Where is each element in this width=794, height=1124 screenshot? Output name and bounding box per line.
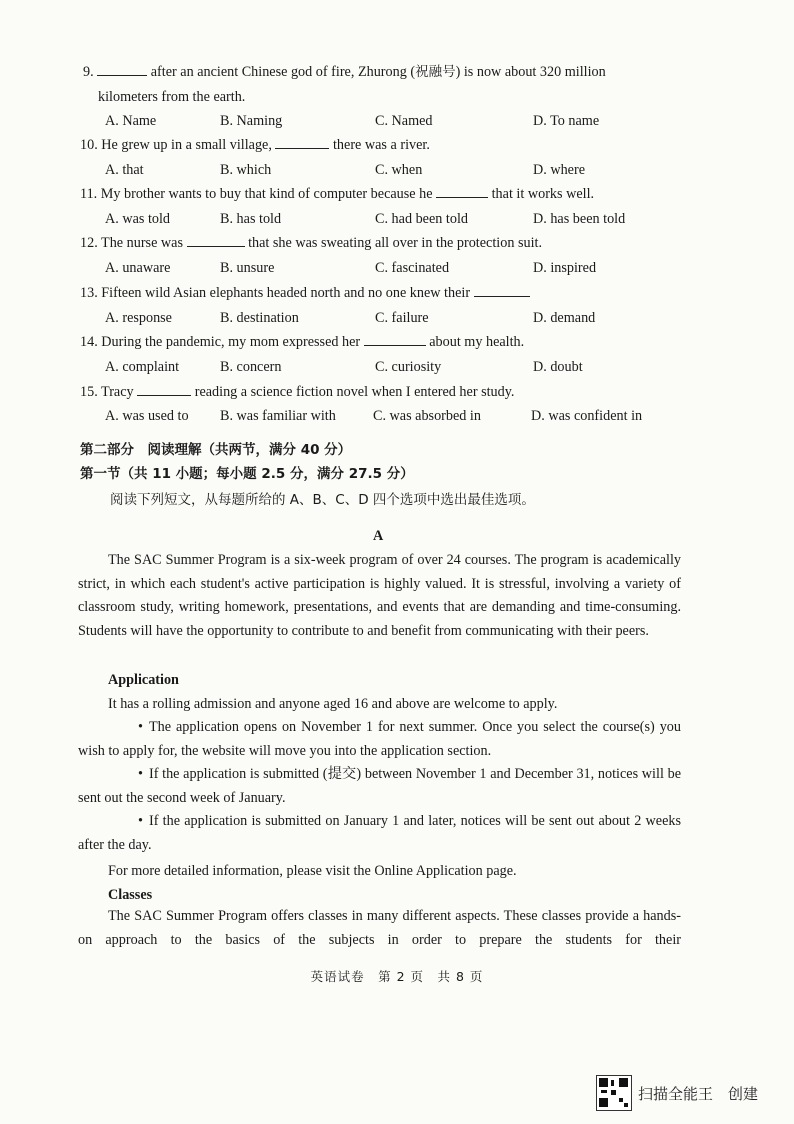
page-footer: 英语试卷 第 2 页 共 8 页 [310,969,484,984]
bullet-icon: • [138,813,143,829]
part-title: 第二部分 阅读理解（共两节，满分 40 分） [80,442,352,458]
question-14: 14. During the pandemic, my mom expressed her about my health. [80,334,525,350]
application-heading: Application [108,672,179,688]
option-d[interactable]: D. demand [533,310,596,326]
option-a[interactable]: A. unaware [105,260,171,276]
section-subtitle: 第一节（共 11 小题；每小题 2.5 分，满分 27.5 分） [80,466,414,482]
option-d[interactable]: D. has been told [533,211,626,227]
option-c[interactable]: C. Named [375,113,433,129]
question-9-continued: kilometers from the earth. [98,89,246,105]
option-b[interactable]: B. Naming [220,113,283,129]
option-a[interactable]: A. response [105,310,172,326]
bullet-item: • If the application is submitted on January 1 and later, notices will be sent out about 2 weeks after the day. [78,810,681,857]
option-b[interactable]: B. destination [220,310,299,326]
option-a[interactable]: A. was told [105,211,171,227]
answer-blank[interactable] [97,63,147,76]
question-11: 11. My brother wants to buy that kind of computer because he that it works well. [80,186,595,202]
option-d[interactable]: D. To name [533,113,600,129]
option-b[interactable]: B. unsure [220,260,275,276]
option-b[interactable]: B. which [220,162,272,178]
answer-blank[interactable] [137,383,191,396]
option-c[interactable]: C. when [375,162,423,178]
option-d[interactable]: D. inspired [533,260,597,276]
option-b[interactable]: B. has told [220,211,282,227]
instruction: 阅读下列短文，从每题所给的 A、B、C、D 四个选项中选出最佳选项。 [110,492,535,508]
question-12: 12. The nurse was that she was sweating all over in the protection suit. [80,235,543,251]
classes-text: The SAC Summer Program offers classes in many different aspects. These classes provide a hands-on approach to the basics of the subjects in order to prepare the students for their [78,908,681,948]
question-9: 9. after an ancient Chinese god of fire, Zhurong (祝融号) is now about 320 million [83,64,606,80]
application-text: It has a rolling admission and anyone aged 16 and above are welcome to apply. [108,696,558,712]
option-d[interactable]: D. doubt [533,359,583,375]
answer-blank[interactable] [187,234,245,247]
scanner-watermark: 扫描全能王 创建 [638,1085,759,1103]
option-c[interactable]: C. failure [375,310,429,326]
option-d[interactable]: D. where [533,162,585,178]
bullet-item: • If the application is submitted (提交) between November 1 and December 31, notices will be sent out the second week of January. [78,763,681,810]
answer-blank[interactable] [436,185,488,198]
answer-blank[interactable] [474,284,530,297]
option-a[interactable]: A. that [105,162,144,178]
option-c[interactable]: C. was absorbed in [373,408,481,424]
option-a[interactable]: A. Name [105,113,157,129]
classes-heading: Classes [108,887,153,903]
option-c[interactable]: C. curiosity [375,359,442,375]
qr-code-icon [596,1075,632,1111]
option-a[interactable]: A. was used to [105,408,189,424]
bullet-item: • The application opens on November 1 for next summer. Once you select the course(s) you wish to apply for, the website will move you into the application section. [78,716,681,763]
question-10: 10. He grew up in a small village, there was a river. [80,137,430,153]
option-b[interactable]: B. was familiar with [220,408,336,424]
more-info-text: For more detailed information, please visit the Online Application page. [108,863,517,879]
option-b[interactable]: B. concern [220,359,282,375]
option-d[interactable]: D. was confident in [531,408,643,424]
bullet-icon: • [138,719,143,735]
option-a[interactable]: A. complaint [105,359,180,375]
bullet-icon: • [138,766,143,782]
option-c[interactable]: C. had been told [375,211,468,227]
option-c[interactable]: C. fascinated [375,260,450,276]
question-13: 13. Fifteen wild Asian elephants headed north and no one knew their [80,284,530,302]
answer-blank[interactable] [275,136,329,149]
passage-letter: A [373,528,384,544]
question-15: 15. Tracy reading a science fiction novel when I entered her study. [80,384,515,400]
answer-blank[interactable] [364,333,426,346]
passage-intro: The SAC Summer Program is a six-week program of over 24 courses. The program is academically strict, in which each student's active participation is highly valued. It is stressful, involving a variety of classroom study, writing homework, presentations, and events that are demanding and time-consuming. Students will have the opportunity to contribute to and benefit from communicating with their peers. [78,552,681,639]
